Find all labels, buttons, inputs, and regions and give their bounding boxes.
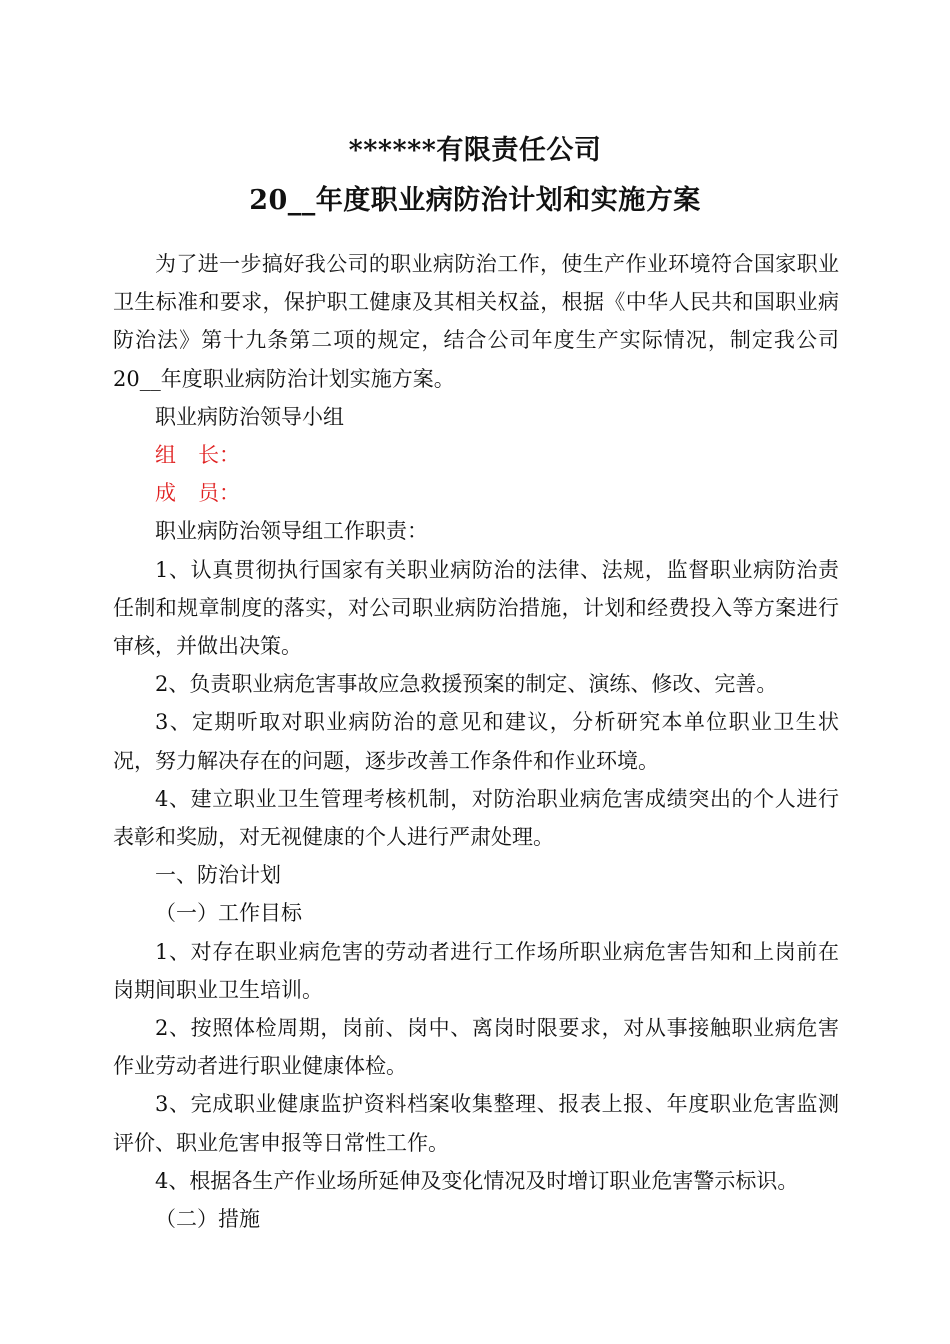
duty-1: 1、认真贯彻执行国家有关职业病防治的法律、法规，监督职业病防治责任制和规章制度的落实，对公司职业病防治措施，计划和经费投入等方案进行审核，并做出决策。 xyxy=(113,557,839,659)
company-title: ******有限责任公司 xyxy=(348,135,602,166)
member-label: 成员： xyxy=(155,481,241,506)
duty-3: 3、定期听取对职业病防治的意见和建议，分析研究本单位职业卫生状况，努力解决存在的问题，逐步改善工作条件和作业环境。 xyxy=(113,710,839,773)
duty-2: 2、负责职业病危害事故应急救援预案的制定、演练、修改、完善。 xyxy=(155,672,778,697)
subsection-2-heading: （二）措施 xyxy=(155,1207,260,1232)
intro-paragraph: 为了进一步搞好我公司的职业病防治工作，使生产作业环境符合国家职业卫生标准和要求，保护职工健康及其相关权益，根据《中华人民共和国职业病防治法》第十九条第二项的规定，结合公司年度生产实际情况，制定我公司20__年度职业病防治计划实施方案。 xyxy=(113,252,839,391)
duty-4: 4、建立职业卫生管理考核机制，对防治职业病危害成绩突出的个人进行表彰和奖励，对无视健康的个人进行严肃处理。 xyxy=(113,786,839,850)
section-1-heading: 一、防治计划 xyxy=(155,863,281,888)
document-body xyxy=(113,245,839,1238)
goal-1: 1、对存在职业病危害的劳动者进行工作场所职业病危害告知和上岗前在岗期间职业卫生培训。 xyxy=(113,939,839,1002)
group-heading: 职业病防治领导小组 xyxy=(155,404,344,429)
duties-heading: 职业病防治领导组工作职责： xyxy=(155,519,428,544)
plan-title: 20__年度职业病防治计划和实施方案 xyxy=(249,185,701,216)
subsection-1-heading: （一）工作目标 xyxy=(155,901,302,926)
leader-label: 组长： xyxy=(155,443,241,468)
goal-4: 4、根据各生产作业场所延伸及变化情况及时增订职业危害警示标识。 xyxy=(155,1168,799,1193)
goal-2: 2、按照体检周期，岗前、岗中、离岗时限要求，对从事接触职业病危害作业劳动者进行职业健康体检。 xyxy=(113,1016,839,1079)
goal-3: 3、完成职业健康监护资料档案收集整理、报表上报、年度职业危害监测评价、职业危害申报等日常性工作。 xyxy=(113,1092,839,1155)
